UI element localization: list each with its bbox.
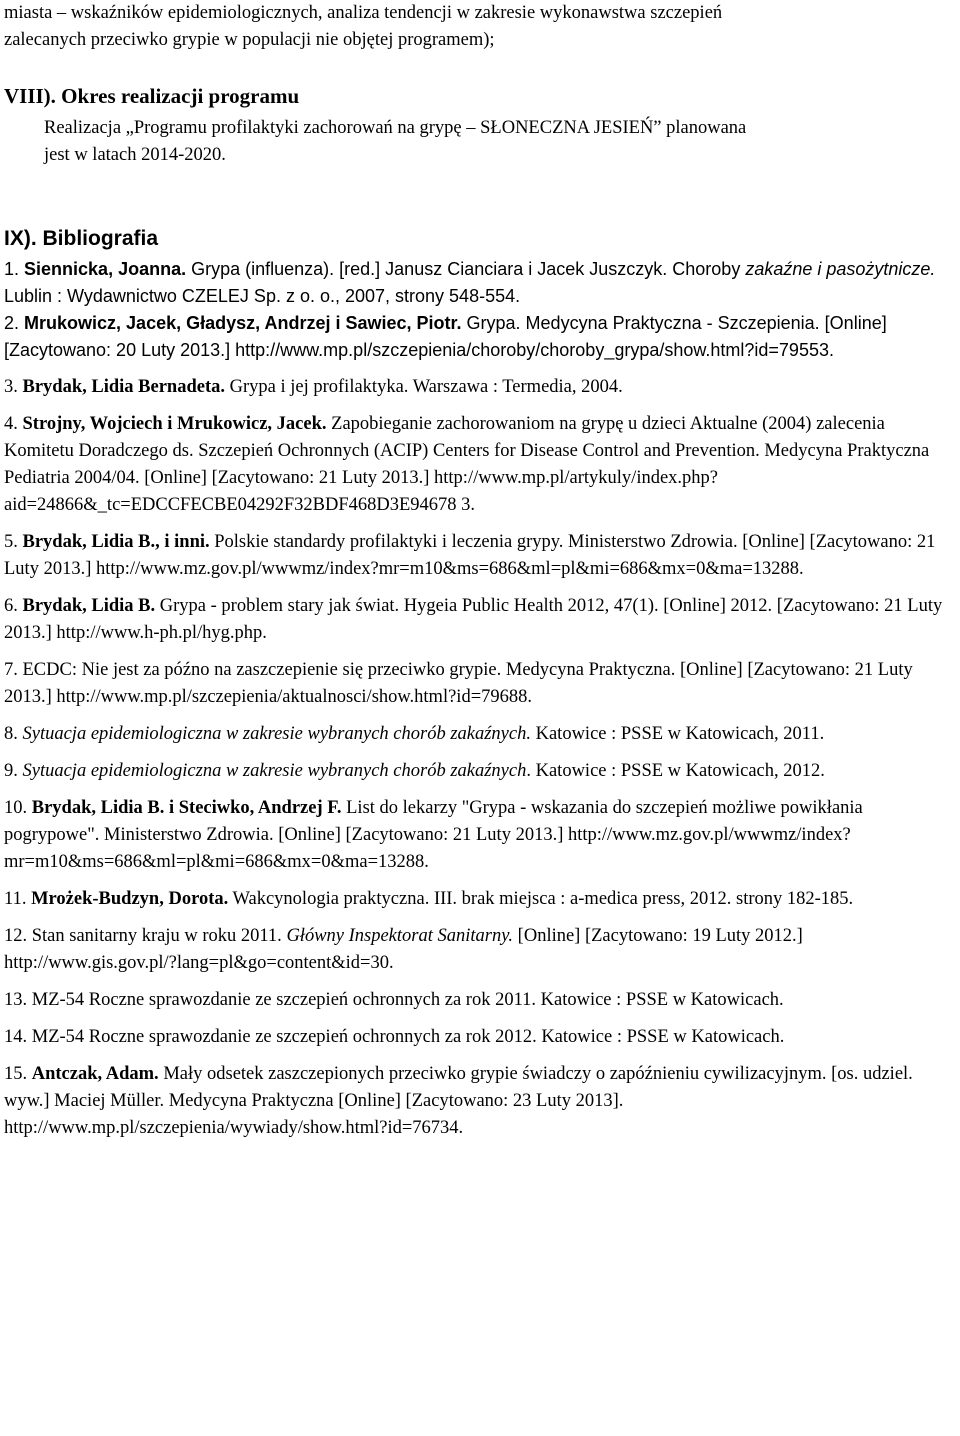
entry-number: 15. — [4, 1064, 28, 1084]
entry-author: Brydak, Lidia B. — [22, 596, 156, 616]
bibliography-entry — [4, 795, 954, 876]
section-8-body — [44, 115, 954, 169]
entry-text: List do lekarzy "Grypa - wskazania do szczepień możliwe powikłania pogrypowe". Ministerstwo Zdrowia. [Online] [Zacytowano: 21 Luty 2013.] http://www.mz.gov.pl/wwwmz/index?mr=m10&ms=686&ml=pl&mi=686&mx=0&ma=13288. — [4, 798, 863, 872]
entry-author: Brydak, Lidia B., i inni. — [22, 532, 210, 552]
bibliography-entry — [4, 987, 954, 1014]
entry-author: Strojny, Wojciech i Mrukowicz, Jacek. — [22, 414, 327, 434]
bibliography-entry — [4, 411, 954, 519]
entry-number: 8. — [4, 724, 18, 744]
bibliography-entry — [4, 758, 954, 785]
bibliography-list — [4, 256, 954, 1142]
entry-text: Grypa i jej profilaktyka. Warszawa : Termedia, 2004. — [225, 377, 623, 397]
section-8-line-1: Realizacja „Programu profilaktyki zachorowań na grypę – SŁONECZNA JESIEŃ” planowana — [44, 118, 747, 138]
entry-author: Mrukowicz, Jacek, Gładysz, Andrzej i Sawiec, Piotr. — [24, 313, 462, 333]
entry-number: 12. — [4, 926, 28, 946]
entry-number: 10. — [4, 798, 28, 818]
entry-text: Grypa - problem stary jak świat. Hygeia Public Health 2012, 47(1). [Online] 2012. [Zacytowano: 21 Luty 2013.] http://www.h-ph.pl/hyg.php. — [4, 596, 943, 643]
entry-author: Brydak, Lidia Bernadeta. — [22, 377, 225, 397]
bibliography-entry — [4, 1061, 954, 1142]
entry-author: Mrożek-Budzyn, Dorota. — [31, 889, 229, 909]
bibliography-entry — [4, 721, 954, 748]
entry-text: MZ-54 Roczne sprawozdanie ze szczepień ochronnych za rok 2011. Katowice : PSSE w Katowicach. — [27, 990, 784, 1010]
entry-number: 9. — [4, 761, 18, 781]
entry-number: 11. — [4, 889, 27, 909]
entry-text-end: Katowice : PSSE w Katowicach, 2011. — [530, 724, 825, 744]
bibliography-entry — [4, 1024, 954, 1051]
entry-text: Polskie standardy profilaktyki i leczenia grypy. Ministerstwo Zdrowia. [Online] [Zacytowano: 21 Luty 2013.] http://www.mz.gov.pl/wwwmz/index?mr=m10&ms=686&ml=pl&mi=686&mx=0&ma=13288. — [4, 532, 936, 579]
entry-number: 14. — [4, 1027, 28, 1047]
entry-italic-title: zakaźne i pasożytnicze. — [745, 259, 936, 279]
section-8-heading: VIII). Okres realizacji programu — [4, 84, 300, 108]
entry-text: Mały odsetek zaszczepionych przeciwko grypie świadczy o zapóźnieniu cywilizacyjnym. [os. udziel. wyw.] Maciej Müller. Medycyna Praktyczna [Online] [Zacytowano: 23 Luty 2013]. http://www.mp.pl/szczepienia/wywiady/show.html?id=76734. — [4, 1064, 913, 1138]
entry-text: Wakcynologia praktyczna. III. brak miejsca : a-medica press, 2012. strony 182-185. — [228, 889, 854, 909]
bibliography-entry — [4, 923, 954, 977]
intro-line-2: zalecanych przeciwko grypie w populacji nie objętej programem); — [4, 30, 495, 50]
entry-number: 5. — [4, 532, 18, 552]
entry-number: 3. — [4, 377, 18, 397]
entry-text: MZ-54 Roczne sprawozdanie ze szczepień ochronnych za rok 2012. Katowice : PSSE w Katowicach. — [27, 1027, 785, 1047]
bibliography-entry — [4, 886, 954, 913]
entry-text-end: [Online] [Zacytowano: 19 Luty 2012.] http://www.gis.gov.pl/?lang=pl&go=content&id=30. — [4, 926, 803, 973]
entry-italic-title: Sytuacja epidemiologiczna w zakresie wybranych chorób zakaźnych. — [17, 724, 531, 744]
bibliography-entry — [4, 256, 954, 310]
entry-number: 7. — [4, 660, 18, 680]
entry-text-end: . Katowice : PSSE w Katowicach, 2012. — [526, 761, 825, 781]
bibliography-entry — [4, 374, 954, 401]
bibliography-entry — [4, 529, 954, 583]
bibliography-entry — [4, 657, 954, 711]
entry-italic-title: Główny Inspektorat Sanitarny. — [286, 926, 514, 946]
bibliography-entry — [4, 310, 954, 364]
entry-italic-title: Sytuacja epidemiologiczna w zakresie wybranych chorób zakaźnych — [17, 761, 527, 781]
intro-line-1: miasta – wskaźników epidemiologicznych, analiza tendencji w zakresie wykonawstwa szczepień — [4, 3, 723, 23]
entry-number: 1. — [4, 259, 20, 279]
bibliography-entry — [4, 593, 954, 647]
entry-text: Zapobieganie zachorowaniom na grypę u dzieci Aktualne (2004) zalecenia Komitetu Doradczego ds. Szczepień Ochronnych (ACIP) Centers for Disease Control and Prevention. Medycyna Praktyczna Pediatria 2004/04. [Online] [Zacytowano: 21 Luty 2013.] http://www.mp.pl/artykuly/index.php?aid=24866&_tc=EDCCFECBE04292F32BDF468D3E94678 3. — [4, 414, 930, 515]
section-8-line-2: jest w latach 2014-2020. — [44, 145, 226, 165]
entry-text-end: Lublin : Wydawnictwo CZELEJ Sp. z o. o., 2007, strony 548-554. — [4, 286, 521, 306]
entry-text: Grypa. Medycyna Praktyczna - Szczepienia. [Online] [Zacytowano: 20 Luty 2013.] http://www.mp.pl/szczepienia/choroby/choroby_grypa/show.html?id=79553. — [4, 313, 887, 360]
entry-number: 2. — [4, 313, 20, 333]
intro-paragraph — [4, 0, 954, 54]
entry-text: Stan sanitarny kraju w roku 2011. — [27, 926, 287, 946]
entry-text: Grypa (influenza). [red.] Janusz Cianciara i Jacek Juszczyk. Choroby — [186, 259, 746, 279]
entry-number: 13. — [4, 990, 28, 1010]
entry-author: Brydak, Lidia B. i Steciwko, Andrzej F. — [31, 798, 342, 818]
entry-author: Siennicka, Joanna. — [24, 259, 187, 279]
entry-author: Antczak, Adam. — [31, 1064, 159, 1084]
entry-text: ECDC: Nie jest za późno na zaszczepienie się przeciwko grypie. Medycyna Praktyczna. [Online] [Zacytowano: 21 Luty 2013.] http://www.mp.pl/szczepienia/aktualnosci/show.html?id=79688. — [4, 660, 913, 707]
entry-number: 4. — [4, 414, 18, 434]
section-9-heading: IX). Bibliografia — [4, 227, 159, 250]
entry-number: 6. — [4, 596, 18, 616]
